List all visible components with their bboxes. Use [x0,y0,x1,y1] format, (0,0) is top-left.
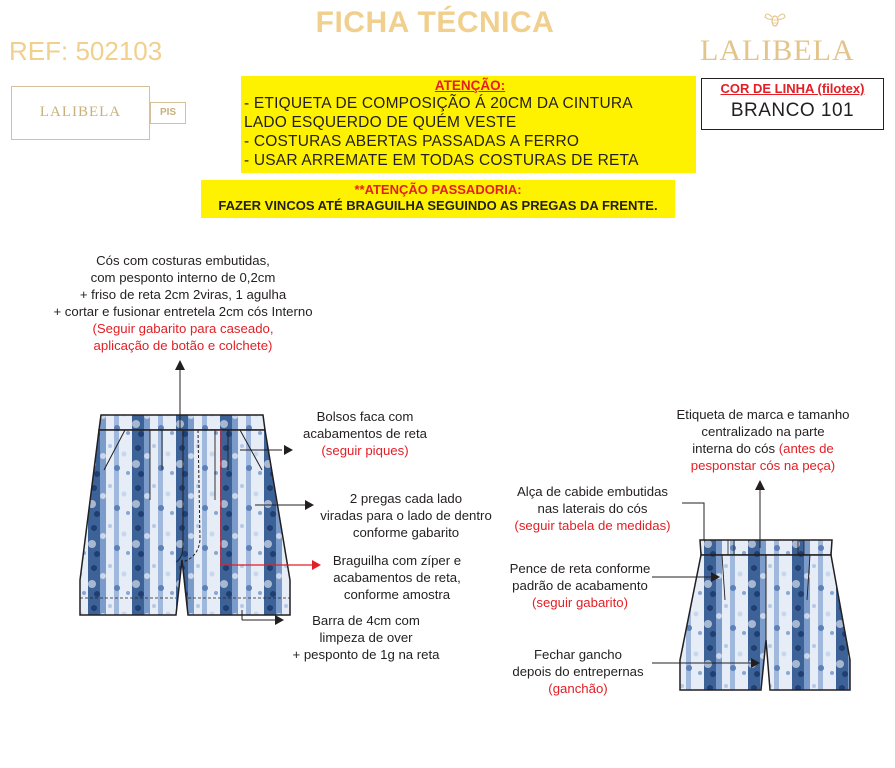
passadoria-title: **ATENÇÃO PASSADORIA: [354,182,522,197]
brand-label-text: LALIBELA [39,104,122,120]
attention-title: ATENÇÃO: [434,78,506,93]
note-line: + cortar e fusionar entretela 2cm cós Interno [53,304,313,319]
hanger-note [500,483,685,534]
hook-note [498,646,658,697]
front-shorts-drawing [80,415,290,615]
back-shorts-drawing [680,540,850,690]
dart-note [500,560,660,611]
note-line: com pesponto interno de 0,2cm [90,270,276,285]
note-line: nas laterais do cós [537,501,648,516]
pleats-note [306,490,506,541]
note-line: Fechar gancho [534,647,622,662]
thread-color-title: COR DE LINHA (filotex) [720,81,865,96]
note-line: + friso de reta 2cm 2viras, 1 agulha [79,287,287,302]
note-line: depois do entrepernas [512,664,644,679]
note-line: Alça de cabide embutidas [516,484,669,499]
note-line: viradas para o lado de dentro [320,508,492,523]
note-line-red: (ganchão) [548,681,608,696]
fly-note [312,552,482,603]
thread-color-value: BRANCO 101 [730,100,855,121]
note-line-red: (seguir tabela de medidas) [514,518,671,533]
note-line: Etiqueta de marca e tamanho [676,407,850,422]
note-line: acabamentos de reta, [333,570,461,585]
note-line: + pesponto de 1g na reta [292,647,440,662]
note-line: conforme amostra [343,587,451,602]
note-line: acabamentos de reta [303,426,427,441]
pockets-note [290,408,440,459]
brand-label-note [658,406,868,474]
note-text: interna do cós [692,441,779,456]
note-line: 2 pregas cada lado [349,491,463,506]
attention-line: - COSTURAS ABERTAS PASSADAS A FERRO [244,133,580,150]
note-line-red: (Seguir gabarito para caseado, [92,321,274,336]
note-line: Pence de reta conforme [509,561,651,576]
pis-tag: PIS [150,102,186,124]
note-line-red: aplicação de botão e colchete) [93,338,273,353]
note-line: centralizado na parte [701,424,825,439]
note-line: conforme gabarito [352,525,460,540]
attention-line: - ETIQUETA DE COMPOSIÇÃO Á 20CM DA CINTURA [244,95,633,112]
page-title: FICHA TÉCNICA [315,6,555,39]
hem-note [276,612,456,663]
brand-logo-text: LALIBELA [700,34,855,67]
attention-line: - USAR ARREMATE EM TODAS COSTURAS DE RETA [244,152,639,169]
note-line-red: (seguir gabarito) [531,595,629,610]
note-line-mixed [658,440,868,457]
note-text-red: (antes de [778,441,834,456]
note-line: Bolsos faca com [316,409,414,424]
note-line: limpeza de over [319,630,413,645]
note-line: Cós com costuras embutidas, [96,253,270,268]
attention-line: LADO ESQUERDO DE QUÉM VESTE [244,114,517,131]
note-line: padrão de acabamento [512,578,648,593]
note-line-red: (seguir piques) [321,443,409,458]
reference-code: REF: 502103 [9,36,163,66]
note-line-red: pesponstar cós na peça) [690,458,836,473]
note-line: Barra de 4cm com [312,613,420,628]
passadoria-text: FAZER VINCOS ATÉ BRAGUILHA SEGUINDO AS PREGAS DA FRENTE. [218,198,658,213]
note-line: Braguilha com zíper e [332,553,462,568]
waistband-note [48,252,318,354]
